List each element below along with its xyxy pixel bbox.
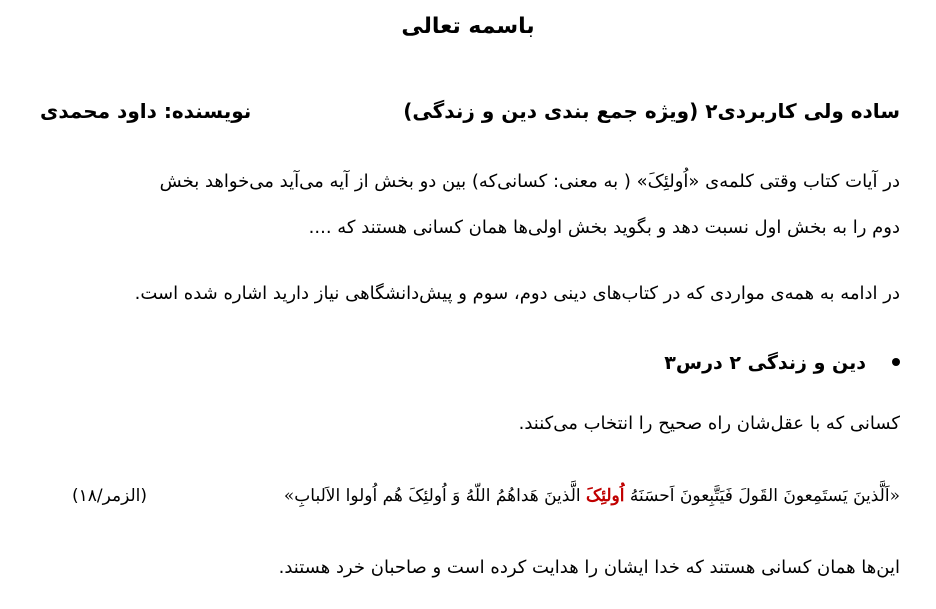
- verse-reference: (الزمر/۱۸): [72, 486, 148, 506]
- section-line-2: این‌ها همان کسانی هستند که خدا ایشان را هدایت کرده است و صاحبان خرد هستند.: [278, 557, 900, 578]
- verse-row: [72, 483, 900, 509]
- quran-verse: [284, 483, 900, 509]
- bullet-icon: [892, 358, 900, 366]
- intro-paragraph-line-3: در ادامه به همه‌ی مواردی که در کتاب‌های دینی دوم، سوم و پیش‌دانشگاهی نیاز دارید اشاره شده است.: [134, 283, 900, 304]
- verse-part-1: «اَلَّذینَ یَستَمِعونَ القَولَ فَیَتَّبِعونَ اَحسَنَهُ: [624, 486, 900, 506]
- author-line: نویسنده: داود محمدی: [40, 99, 252, 123]
- document-title: ساده ولی کاربردی۲ (ویژه جمع بندی دین و زندگی): [403, 99, 900, 123]
- intro-paragraph-line-1: در آیات کتاب وقتی کلمه‌ی «اُولئِکَ» ( به معنی: کسانی‌که) بین دو بخش از آیه می‌آید می‌خواهد بخش: [159, 171, 900, 192]
- intro-paragraph-line-2: دوم را به بخش اول نسبت دهد و بگوید بخش اولی‌ها همان کسانی هستند که ....: [308, 217, 900, 238]
- verse-highlight: اُولئِکَ: [586, 486, 625, 506]
- section-line-1: کسانی که با عقل‌شان راه صحیح را انتخاب می‌کنند.: [518, 413, 900, 434]
- page-title: باسمه تعالی: [401, 14, 535, 39]
- section-heading: [664, 350, 900, 376]
- verse-part-2: الَّذینَ هَداهُمُ اللّهُ وَ اُولئِکَ هُم اُولوا الاَلبابِ»: [283, 486, 587, 506]
- section-heading-text: دین و زندگی ۲ درس۳: [664, 352, 866, 374]
- subheader: [40, 96, 900, 126]
